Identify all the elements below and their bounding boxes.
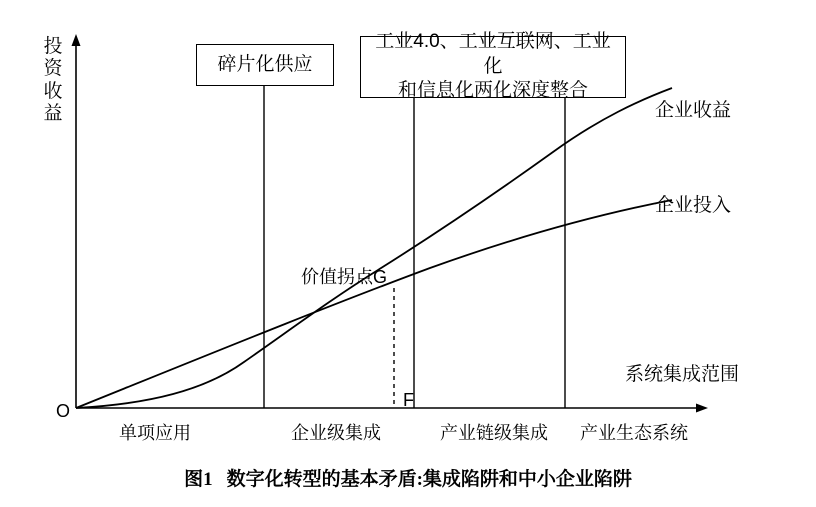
- category-label-2: 产业链级集成: [440, 423, 548, 443]
- annotation-box-industry-integration: [360, 30, 626, 102]
- series-investment-line: [76, 200, 672, 408]
- annotation-box-fragmented-supply-text: 碎片化供应: [217, 53, 313, 75]
- annotation-box-industry-line1: 工业4.0、工业互联网、工业化: [375, 30, 611, 77]
- y-axis-title: 投资收益: [43, 36, 63, 125]
- series-label-investment: 企业投入: [655, 195, 732, 216]
- series-label-revenue: 企业收益: [655, 100, 732, 121]
- annotation-box-fragmented-supply: [196, 44, 334, 86]
- figure-number: 图1: [184, 469, 213, 490]
- annotation-box-industry-line2: 和信息化两化深度整合: [397, 80, 588, 102]
- x-axis: [76, 404, 708, 413]
- figure-caption-text: 数字化转型的基本矛盾:集成陷阱和中小企业陷阱: [226, 469, 632, 490]
- figure-caption: [0, 464, 816, 491]
- y-axis: [72, 34, 81, 408]
- category-label-1: 企业级集成: [291, 423, 381, 443]
- category-label-0: 单项应用: [119, 423, 191, 443]
- annotation-inflection-point-g: 价值拐点G: [301, 267, 388, 287]
- annotation-point-f: F: [403, 390, 414, 410]
- x-axis-title: 系统集成范围: [625, 364, 740, 385]
- origin-label: O: [56, 401, 71, 421]
- category-label-3: 产业生态系统: [580, 423, 688, 443]
- series-revenue-curve: [76, 88, 672, 408]
